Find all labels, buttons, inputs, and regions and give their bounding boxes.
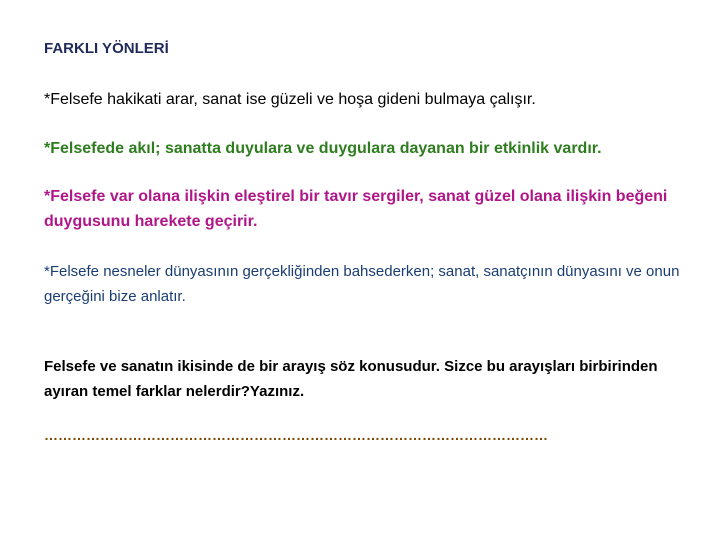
point-hakikat-guzel: *Felsefe hakikati arar, sanat ise güzeli ve hoşa gideni bulmaya çalışır. — [44, 91, 536, 108]
slide-title: FARKLI YÖNLERİ — [44, 40, 169, 57]
point-elestirel-begeni: *Felsefe var olana ilişkin eleştirel bir tavır sergiler, sanat güzel olana ilişkin beğeni duygusunu harekete geçirir. — [44, 188, 668, 230]
answer-line: ……………………………………………………………………………………………… — [44, 427, 548, 443]
point-gerceklik: *Felsefe nesneler dünyasının gerçekliğinden bahsederken; sanat, sanatçının dünyasını ve onun gerçeğini bize anlatır. — [44, 263, 680, 305]
point-akil-duygu: *Felsefede akıl; sanatta duyulara ve duygulara dayanan bir etkinlik vardır. — [44, 140, 602, 157]
question-text: Felsefe ve sanatın ikisinde de bir arayış söz konusudur. Sizce bu arayışları birbirinden ayıran temel farklar nelerdir?Yazınız. — [44, 358, 658, 400]
